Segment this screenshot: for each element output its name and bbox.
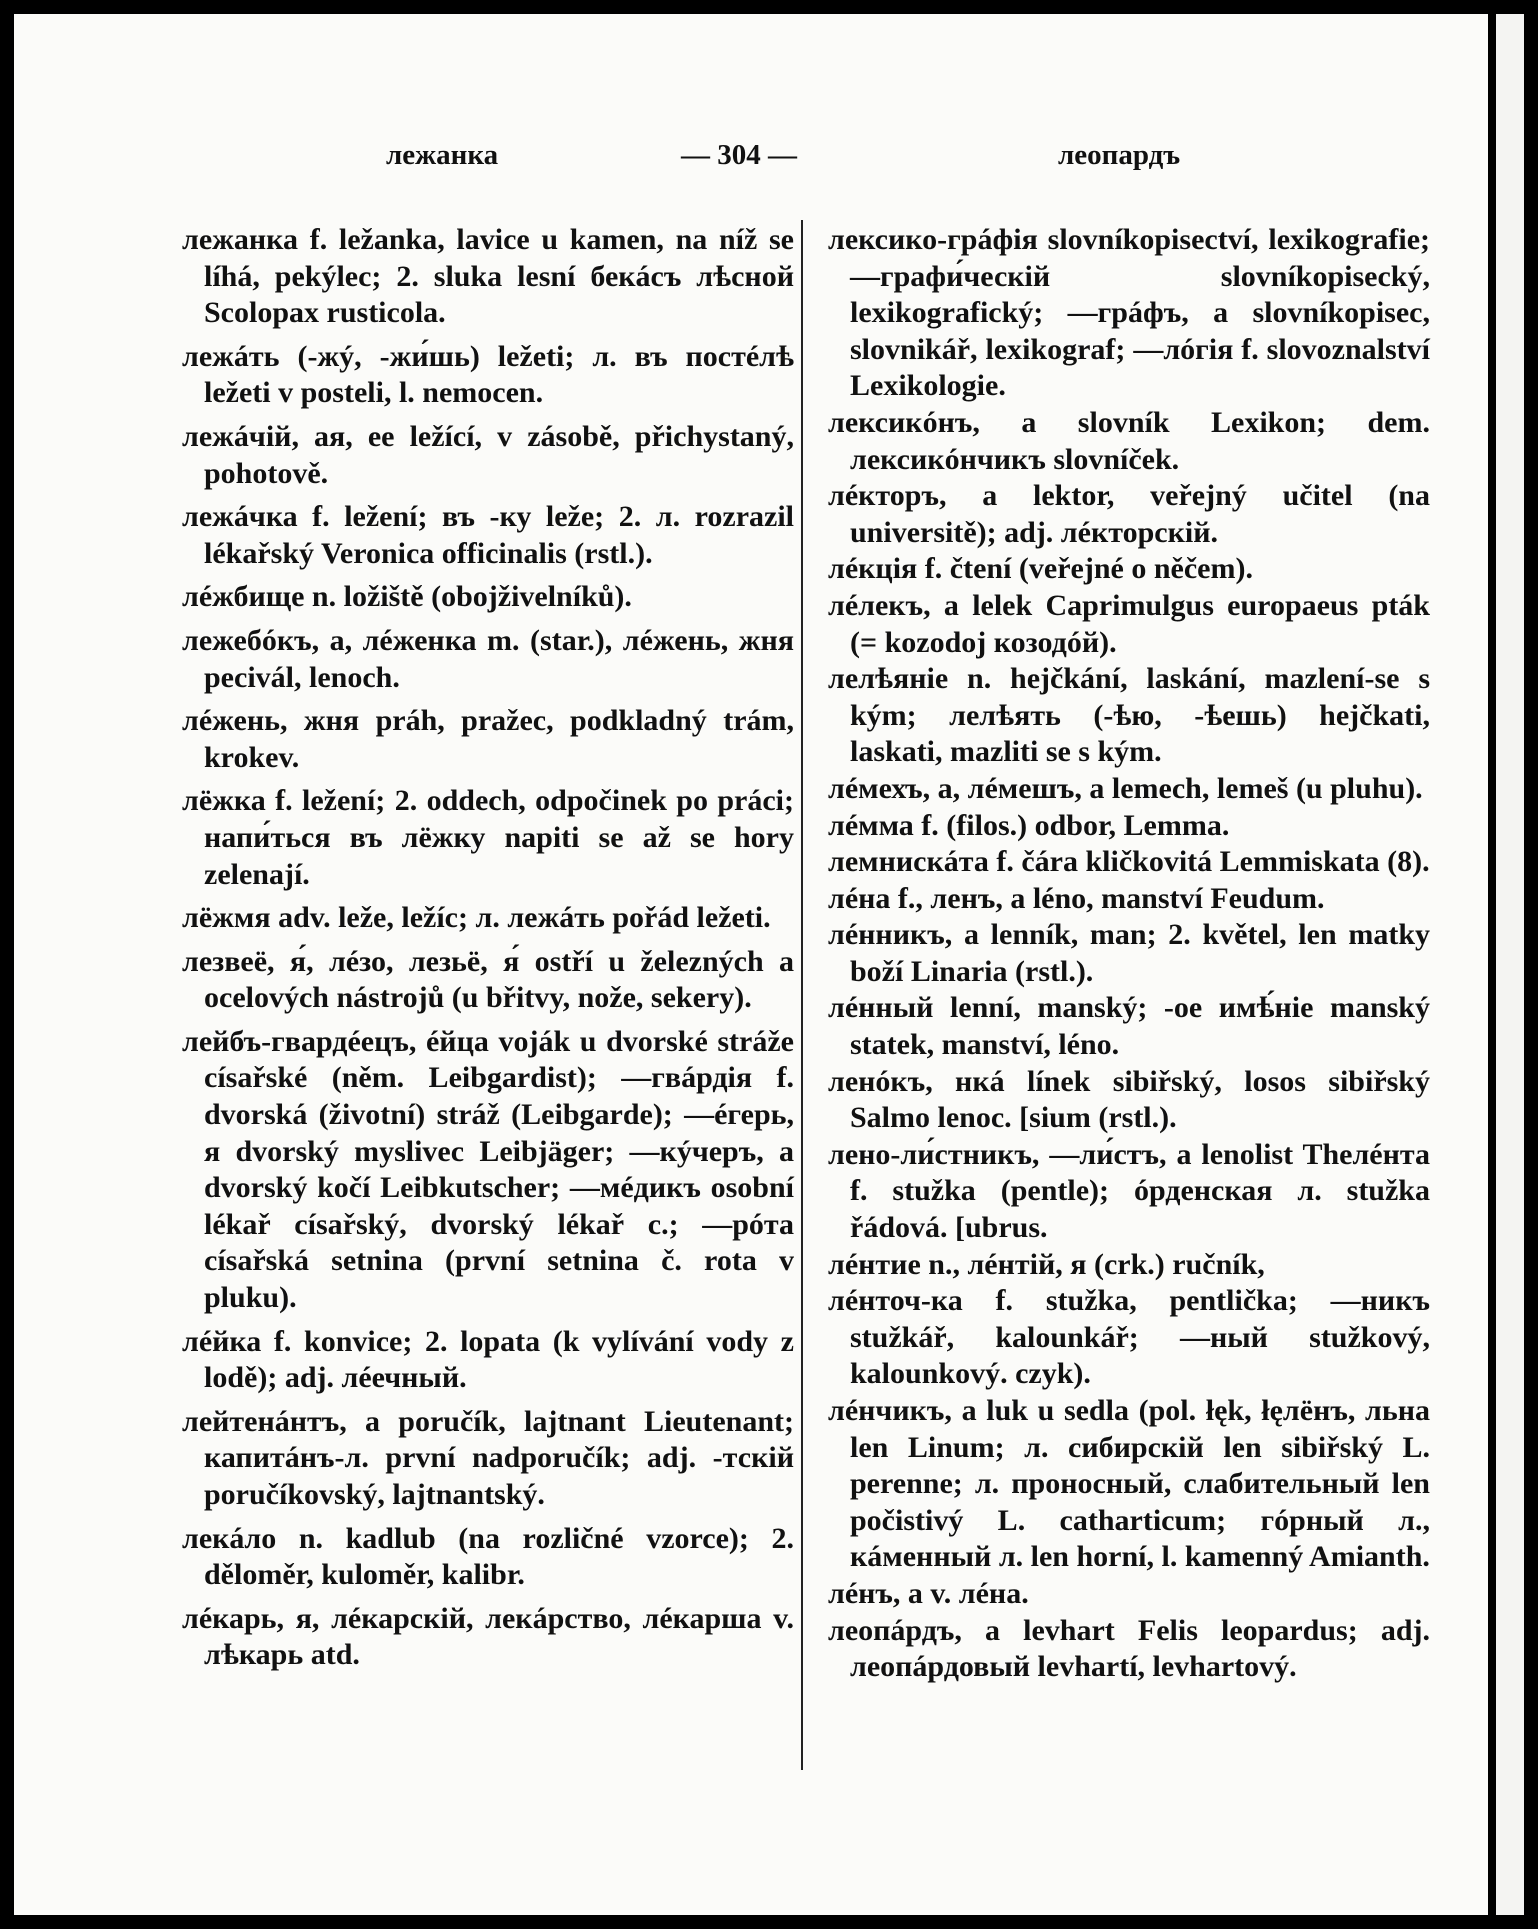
left-column <box>182 222 794 1681</box>
running-header <box>14 139 1488 179</box>
dictionary-entry: лежáчій, ая, ее ležící, v zásobě, přichystaný, pohotově. <box>182 419 794 490</box>
dictionary-entry: лéкція f. čtení (veřejné o něčem). <box>828 552 1253 586</box>
right-column <box>828 222 1430 1686</box>
dictionary-entry: лежанка f. ležanka, lavice u kamen, na níž se líhá, pekýlec; 2. sluka lesní бекáсъ лѣсной Scolopax rusticola. <box>182 223 794 330</box>
dictionary-entry: лéнчикъ, a luk u sedla (pol. łęk, łęлёнъ, льна len Linum; л. сибирскій len sibiřský L. perenne; л. проносный, слабительный len počistivý L. catharticum; гóрный л., кáменный л. len horní, l. kamenný Amianth. <box>828 1394 1430 1574</box>
dictionary-entry: лекáло n. kadlub (na rozličné vzorce); 2. děloměr, kuloměr, kalibr. <box>182 1521 794 1592</box>
dictionary-entry: лéнточ-ка f. stužka, pentlička; —никъ stužkář, kalounkář; —ный stužkový, kalounkový. czyk). <box>828 1284 1430 1391</box>
dictionary-entry: лéнникъ, a lenník, man; 2. květel, len matky boží Linaria (rstl.). <box>828 918 1430 988</box>
dictionary-entry: лéжбище n. ložiště (obojživelníků). <box>182 580 632 614</box>
dictionary-entry: леопáрдъ, a levhart Felis leopardus; adj. леопáрдовый levhartí, levhartový. <box>828 1613 1430 1684</box>
adjacent-page-edge <box>1496 14 1524 1915</box>
page-number: — 304 — <box>681 139 797 171</box>
dictionary-entry: лезвеё, я́, лéзо, лезьё, я́ ostří u železných a ocelových nástrojů (u břitvy, nože, sekery). <box>182 944 794 1015</box>
dictionary-entry: лéкарь, я, лéкарскій, лекáрство, лéкарша v. лѣкарь atd. <box>182 1601 794 1672</box>
column-divider <box>801 220 803 1770</box>
dictionary-entry: лежебóкъ, а, лéженка m. (star.), лéжень, жня pecivál, lenoch. <box>182 623 794 694</box>
dictionary-entry: лéмехъ, a, лéмешъ, a lemech, lemeš (u pluhu). <box>828 771 1423 805</box>
dictionary-entry: лéлекъ, a lelek Caprimulgus europaeus pták (= kozodoj козодóй). <box>828 588 1430 659</box>
dictionary-entry: лéкторъ, a lektor, veřejný učitel (na universitě); adj. лéкторскій. <box>828 479 1430 549</box>
header-left-catchword: лежанка <box>386 139 499 171</box>
dictionary-entry: лемнискáта f. čára kličkovitá Lemmiskata (8). <box>828 845 1430 879</box>
dictionary-entry: лéйка f. konvice; 2. lopata (k vylívání vody z lodě); adj. лéечный. <box>182 1324 794 1395</box>
dictionary-entry: лéна f., ленъ, a léno, manství Feudum. <box>828 881 1325 915</box>
dictionary-entry: лено-ли́стникъ, —ли́стъ, a lenolist Theлéнта f. stužka (pentle); óрденская л. stužka řádová. [ubrus. <box>828 1137 1430 1245</box>
dictionary-entry: лежáчка f. ležení; въ -ку leže; 2. л. rozrazil lékařský Veronica officinalis (rstl.). <box>182 500 794 570</box>
dictionary-entry: лéнтие n., лéнтій, я (crk.) ručník, <box>828 1247 1265 1281</box>
dictionary-entry: лелѣяніе n. hejčkání, laskání, mazlení-se s kým; лелѣять (-ѣю, -ѣешь) hejčkati, laskati, mazliti se s kým. <box>828 662 1430 769</box>
dictionary-entry: лёжка f. ležení; 2. oddech, odpočinek po práci; напи́ться въ лёжку napiti se až se hory zelenají. <box>182 784 794 891</box>
dictionary-entry: лейбъ-гвардéецъ, éйца voják u dvorské stráže císařské (něm. Leibgardist); —гвáрдія f. dvorská (životní) stráž (Leibgarde); —éгерь, я dvorský myslivec Leibjäger; —кýчеръ, a dvorský kočí Leibkutscher; —мéдикъ osobní lékař císařský, dvorský lékař c.; —póта císařská setnina (první setnina č. rota v pluku). <box>182 1024 794 1315</box>
dictionary-entry: лéжень, жня práh, pražec, podkladný trám, krokev. <box>182 704 794 774</box>
dictionary-page <box>14 14 1488 1915</box>
dictionary-entry: лéнъ, a v. лéна. <box>828 1576 1029 1610</box>
dictionary-entry: лексикóнъ, a slovník Lexikon; dem. лексикóнчикъ slovníček. <box>828 405 1430 476</box>
dictionary-entry: лексико-грáфія slovníkopisectví, lexikografie; —графи́ческій slovníkopisecký, lexikografický; —грáфъ, a slovníkopisec, slovnikář, lexikograf; —лóгія f. slovoznalství Lexikologie. <box>828 223 1430 403</box>
dictionary-entry: лейтенáнтъ, a poručík, lajtnant Lieutenant; капитáнъ-л. první nadporučík; adj. -тскій poručíkovský, lajtnantský. <box>182 1404 794 1511</box>
dictionary-entry: лéмма f. (filos.) odbor, Lemma. <box>828 808 1230 842</box>
dictionary-entry: лёжмя adv. leže, ležíc; л. лежáть pořád ležeti. <box>182 901 771 935</box>
dictionary-entry: ленóкъ, нкá línek sibiřský, losos sibiřský Salmo lenoc. [sium (rstl.). <box>828 1064 1430 1135</box>
header-right-catchword: леопардъ <box>1058 139 1181 171</box>
dictionary-entry: лéнный lenní, manský; -ое имѣ́ніе manský statek, manství, léno. <box>828 991 1430 1062</box>
dictionary-entry: лежáть (-жý, -жи́шь) ležeti; л. въ постéлѣ ležeti v posteli, l. nemocen. <box>182 339 794 410</box>
